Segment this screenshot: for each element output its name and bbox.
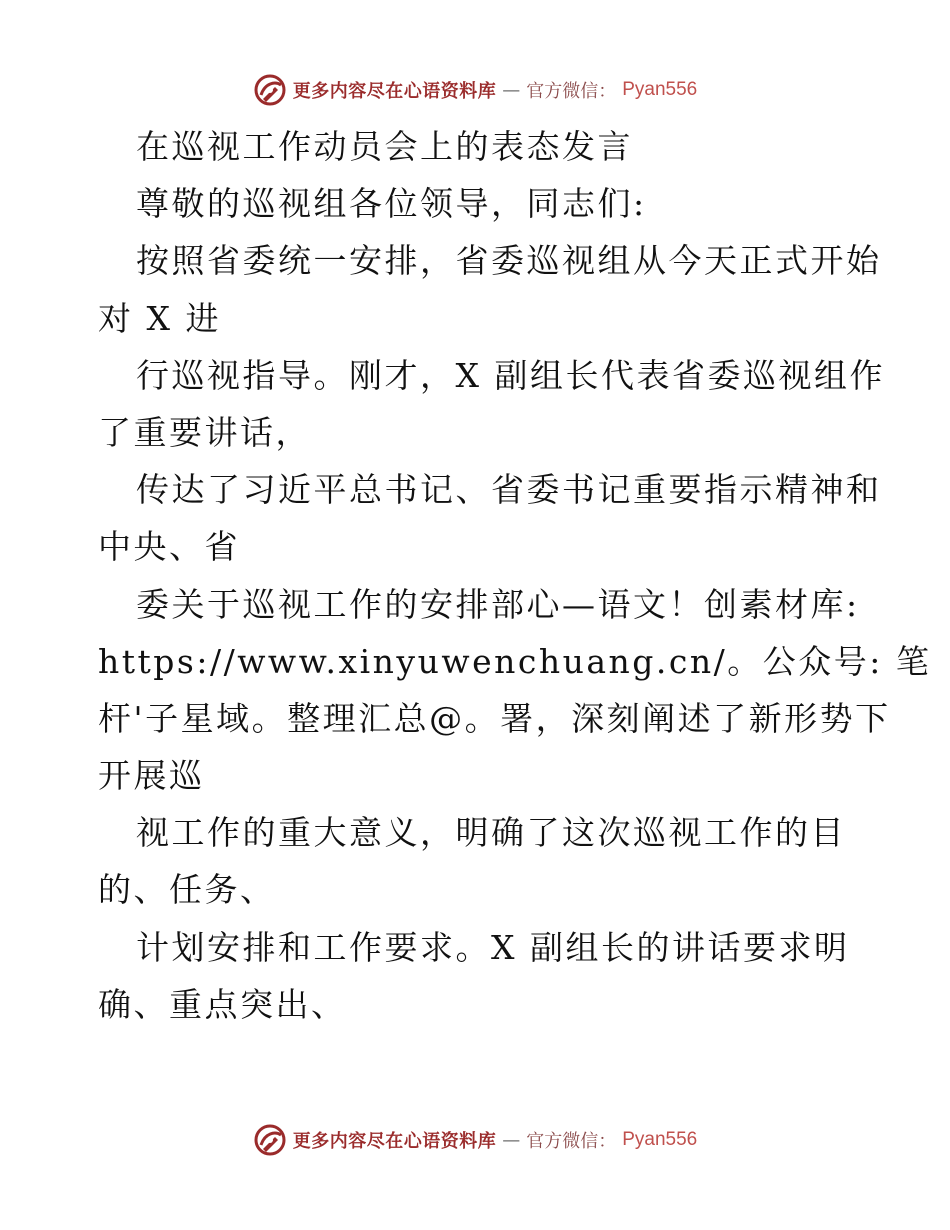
paragraph-line: 计划安排和工作要求。X 副组长的讲话要求明 — [136, 927, 850, 967]
paragraph-line: 行巡视指导。刚才，X 副组长代表省委巡视组作 — [136, 355, 885, 395]
banner-title: 更多内容尽在心语资料库 — [292, 1131, 497, 1152]
xinyu-logo-icon — [253, 73, 287, 107]
banner-separator: — — [502, 1129, 521, 1151]
paragraph-line: 的、任务、 — [98, 870, 276, 910]
paragraph-line: 确、重点突出、 — [98, 984, 347, 1024]
paragraph-line: 委关于巡视工作的安排部心—语文！创素材库: — [136, 584, 860, 624]
footer-banner — [0, 1120, 950, 1160]
paragraph-line: 了重要讲话， — [98, 412, 311, 452]
banner-wechat-id: Pyan556 — [622, 79, 698, 100]
document-title: 在巡视工作动员会上的表态发言 — [136, 127, 633, 166]
banner-separator: — — [502, 79, 521, 101]
banner-wechat-id: Pyan556 — [622, 1129, 698, 1150]
header-banner — [0, 70, 950, 110]
xinyu-logo-icon — [253, 1123, 287, 1157]
paragraph-line: 开展巡 — [98, 756, 205, 796]
paragraph-line: 杆'子星域。整理汇总@。署，深刻阐述了新形势下 — [98, 698, 891, 738]
banner-wechat-label: 官方微信： — [526, 81, 617, 102]
paragraph-line: 传达了习近平总书记、省委书记重要指示精神和 — [136, 470, 882, 510]
document-body — [98, 118, 932, 1033]
paragraph-line: 中央、省 — [98, 527, 240, 567]
paragraph-line-url: https://www.xinyuwenchuang.cn/。公众号: 笔 — [98, 641, 932, 681]
paragraph-line: 视工作的重大意义，明确了这次巡视工作的目 — [136, 813, 846, 853]
banner-wechat-label: 官方微信： — [526, 1131, 617, 1152]
banner-title: 更多内容尽在心语资料库 — [292, 81, 497, 102]
paragraph-line: 按照省委统一安排，省委巡视组从今天正式开始 — [136, 241, 882, 281]
paragraph-line: 对 X 进 — [98, 298, 221, 338]
salutation: 尊敬的巡视组各位领导，同志们: — [136, 184, 647, 224]
